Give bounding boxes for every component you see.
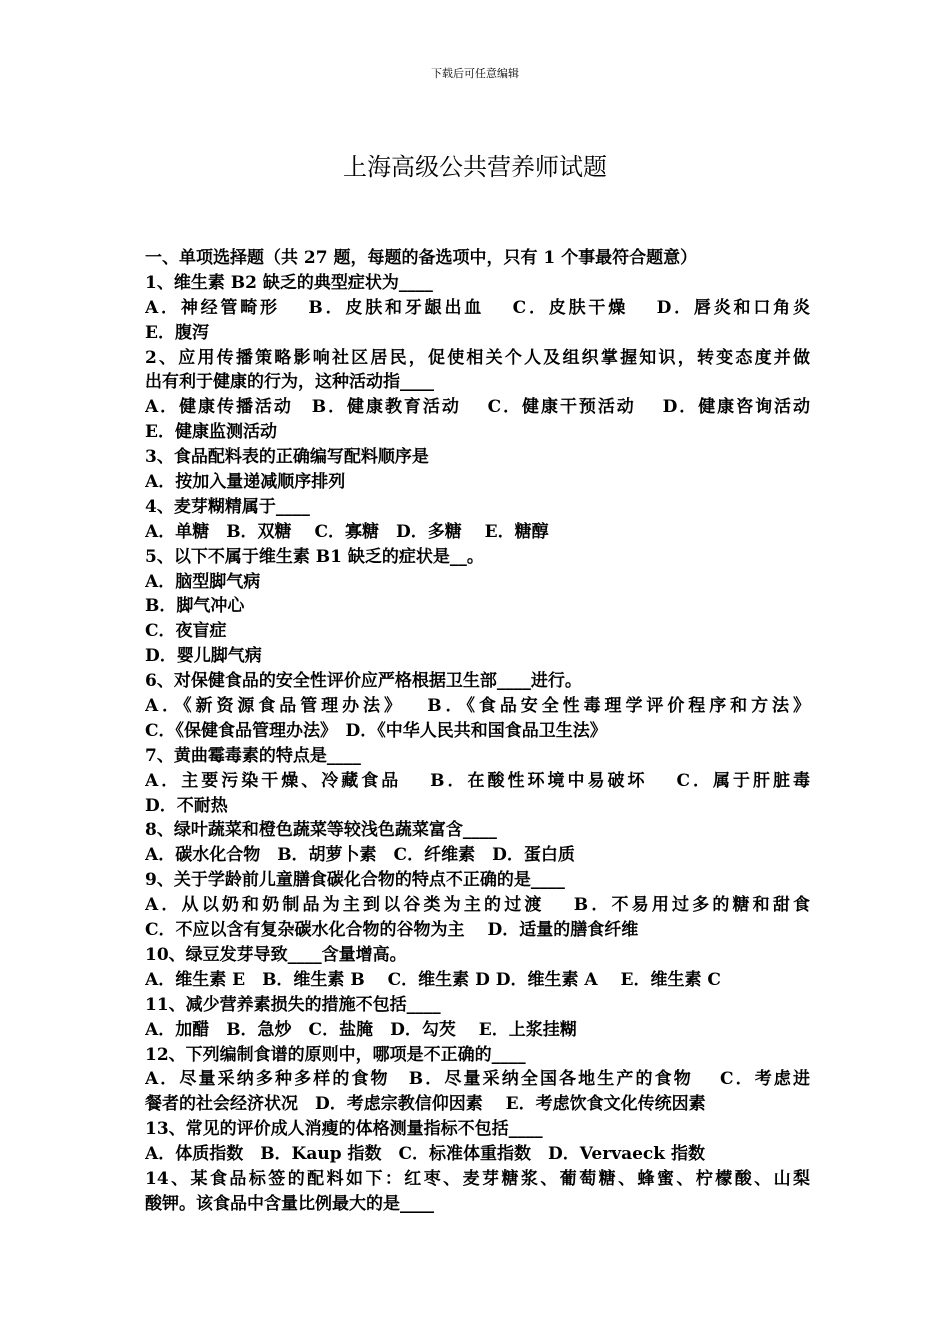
text-line: A．尽量采纳多种多样的食物 B．尽量采纳全国各地生产的食物 C．考虑进 <box>145 1069 810 1090</box>
text-line: A．脑型脚气病 <box>145 571 261 592</box>
text-line: 14、某食品标签的配料如下：红枣、麦芽糖浆、葡萄糖、蜂蜜、柠檬酸、山梨 <box>145 1168 810 1189</box>
text-line: D．婴儿脚气病 <box>145 646 262 667</box>
text-line: 13、常见的评价成人消瘦的体格测量指标不包括____ <box>145 1119 543 1140</box>
text-line: A．主要污染干燥、冷藏食品 B．在酸性环境中易破坏 C．属于肝脏毒 <box>145 770 810 791</box>
text-line: C．夜盲症 <box>145 621 227 642</box>
page-header-note: 下载后可任意编辑 <box>431 67 519 80</box>
text-line: A．神经管畸形 B．皮肤和牙龈出血 C．皮肤干燥 D．唇炎和口角炎 <box>145 297 810 318</box>
text-line: 12、下列编制食谱的原则中，哪项是不正确的____ <box>145 1044 526 1065</box>
text-line: A．按加入量递减顺序排列 <box>145 472 346 493</box>
text-line: 5、以下不属于维生素 B1 缺乏的症状是__。 <box>145 546 484 567</box>
text-line: B．脚气冲心 <box>145 596 245 617</box>
text-line: E．腹泻 <box>145 322 209 343</box>
text-line: 酸钾。该食品中含量比例最大的是____ <box>145 1193 434 1214</box>
text-line: C．《保健食品管理办法》 D．《中华人民共和国食品卫生法》 <box>145 720 607 741</box>
text-line: 2、应用传播策略影响社区居民，促使相关个人及组织掌握知识，转变态度并做 <box>145 347 810 368</box>
text-line: 6、对保健食品的安全性评价应严格根据卫生部____进行。 <box>145 671 582 692</box>
text-line: A．《新资源食品管理办法》 B．《食品安全性毒理学评价程序和方法》 <box>145 696 810 717</box>
text-line: E．健康监测活动 <box>145 422 277 443</box>
text-line: 1、维生素 B2 缺乏的典型症状为____ <box>145 272 433 293</box>
text-line: 3、食品配料表的正确编写配料顺序是 <box>145 447 429 468</box>
text-line: A．加醋 B．急炒 C．盐腌 D．勾芡 E．上浆挂糊 <box>145 1019 577 1040</box>
text-line: A．维生素 E B．维生素 B C．维生素 D D．维生素 A E．维生素 C <box>145 969 721 990</box>
page-title: 上海高级公共营养师试题 <box>343 153 607 181</box>
text-line: C．不应以含有复杂碳水化合物的谷物为主 D．适量的膳食纤维 <box>145 920 639 941</box>
text-line: A．单糖 B．双糖 C．寡糖 D．多糖 E．糖醇 <box>145 521 549 542</box>
text-line: 出有利于健康的行为，这种活动指____ <box>145 372 434 393</box>
text-line: 10、绿豆发芽导致____含量增高。 <box>145 944 407 965</box>
text-line: A．从以奶和奶制品为主到以谷类为主的过渡 B．不易用过多的糖和甜食 <box>145 895 810 916</box>
question-list <box>145 246 810 1217</box>
text-line: D．不耐热 <box>145 795 228 816</box>
text-line: 9、关于学龄前儿童膳食碳化合物的特点不正确的是____ <box>145 870 565 891</box>
text-line: 4、麦芽糊精属于____ <box>145 496 310 517</box>
text-line: A．碳水化合物 B．胡萝卜素 C．纤维素 D．蛋白质 <box>145 845 575 866</box>
text-line: A．体质指数 B．Kaup 指数 C．标准体重指数 D．Vervaeck 指数 <box>145 1144 705 1165</box>
text-line: 一、单项选择题（共 27 题，每题的备选项中，只有 1 个事最符合题意） <box>145 248 698 268</box>
text-line: 餐者的社会经济状况 D．考虑宗教信仰因素 E．考虑饮食文化传统因素 <box>145 1094 706 1115</box>
text-line: A．健康传播活动 B．健康教育活动 C．健康干预活动 D．健康咨询活动 <box>145 397 810 418</box>
text-line: 7、黄曲霉毒素的特点是____ <box>145 745 361 766</box>
text-line: 8、绿叶蔬菜和橙色蔬菜等较浅色蔬菜富含____ <box>145 820 497 841</box>
text-line: 11、减少营养素损失的措施不包括____ <box>145 994 441 1015</box>
